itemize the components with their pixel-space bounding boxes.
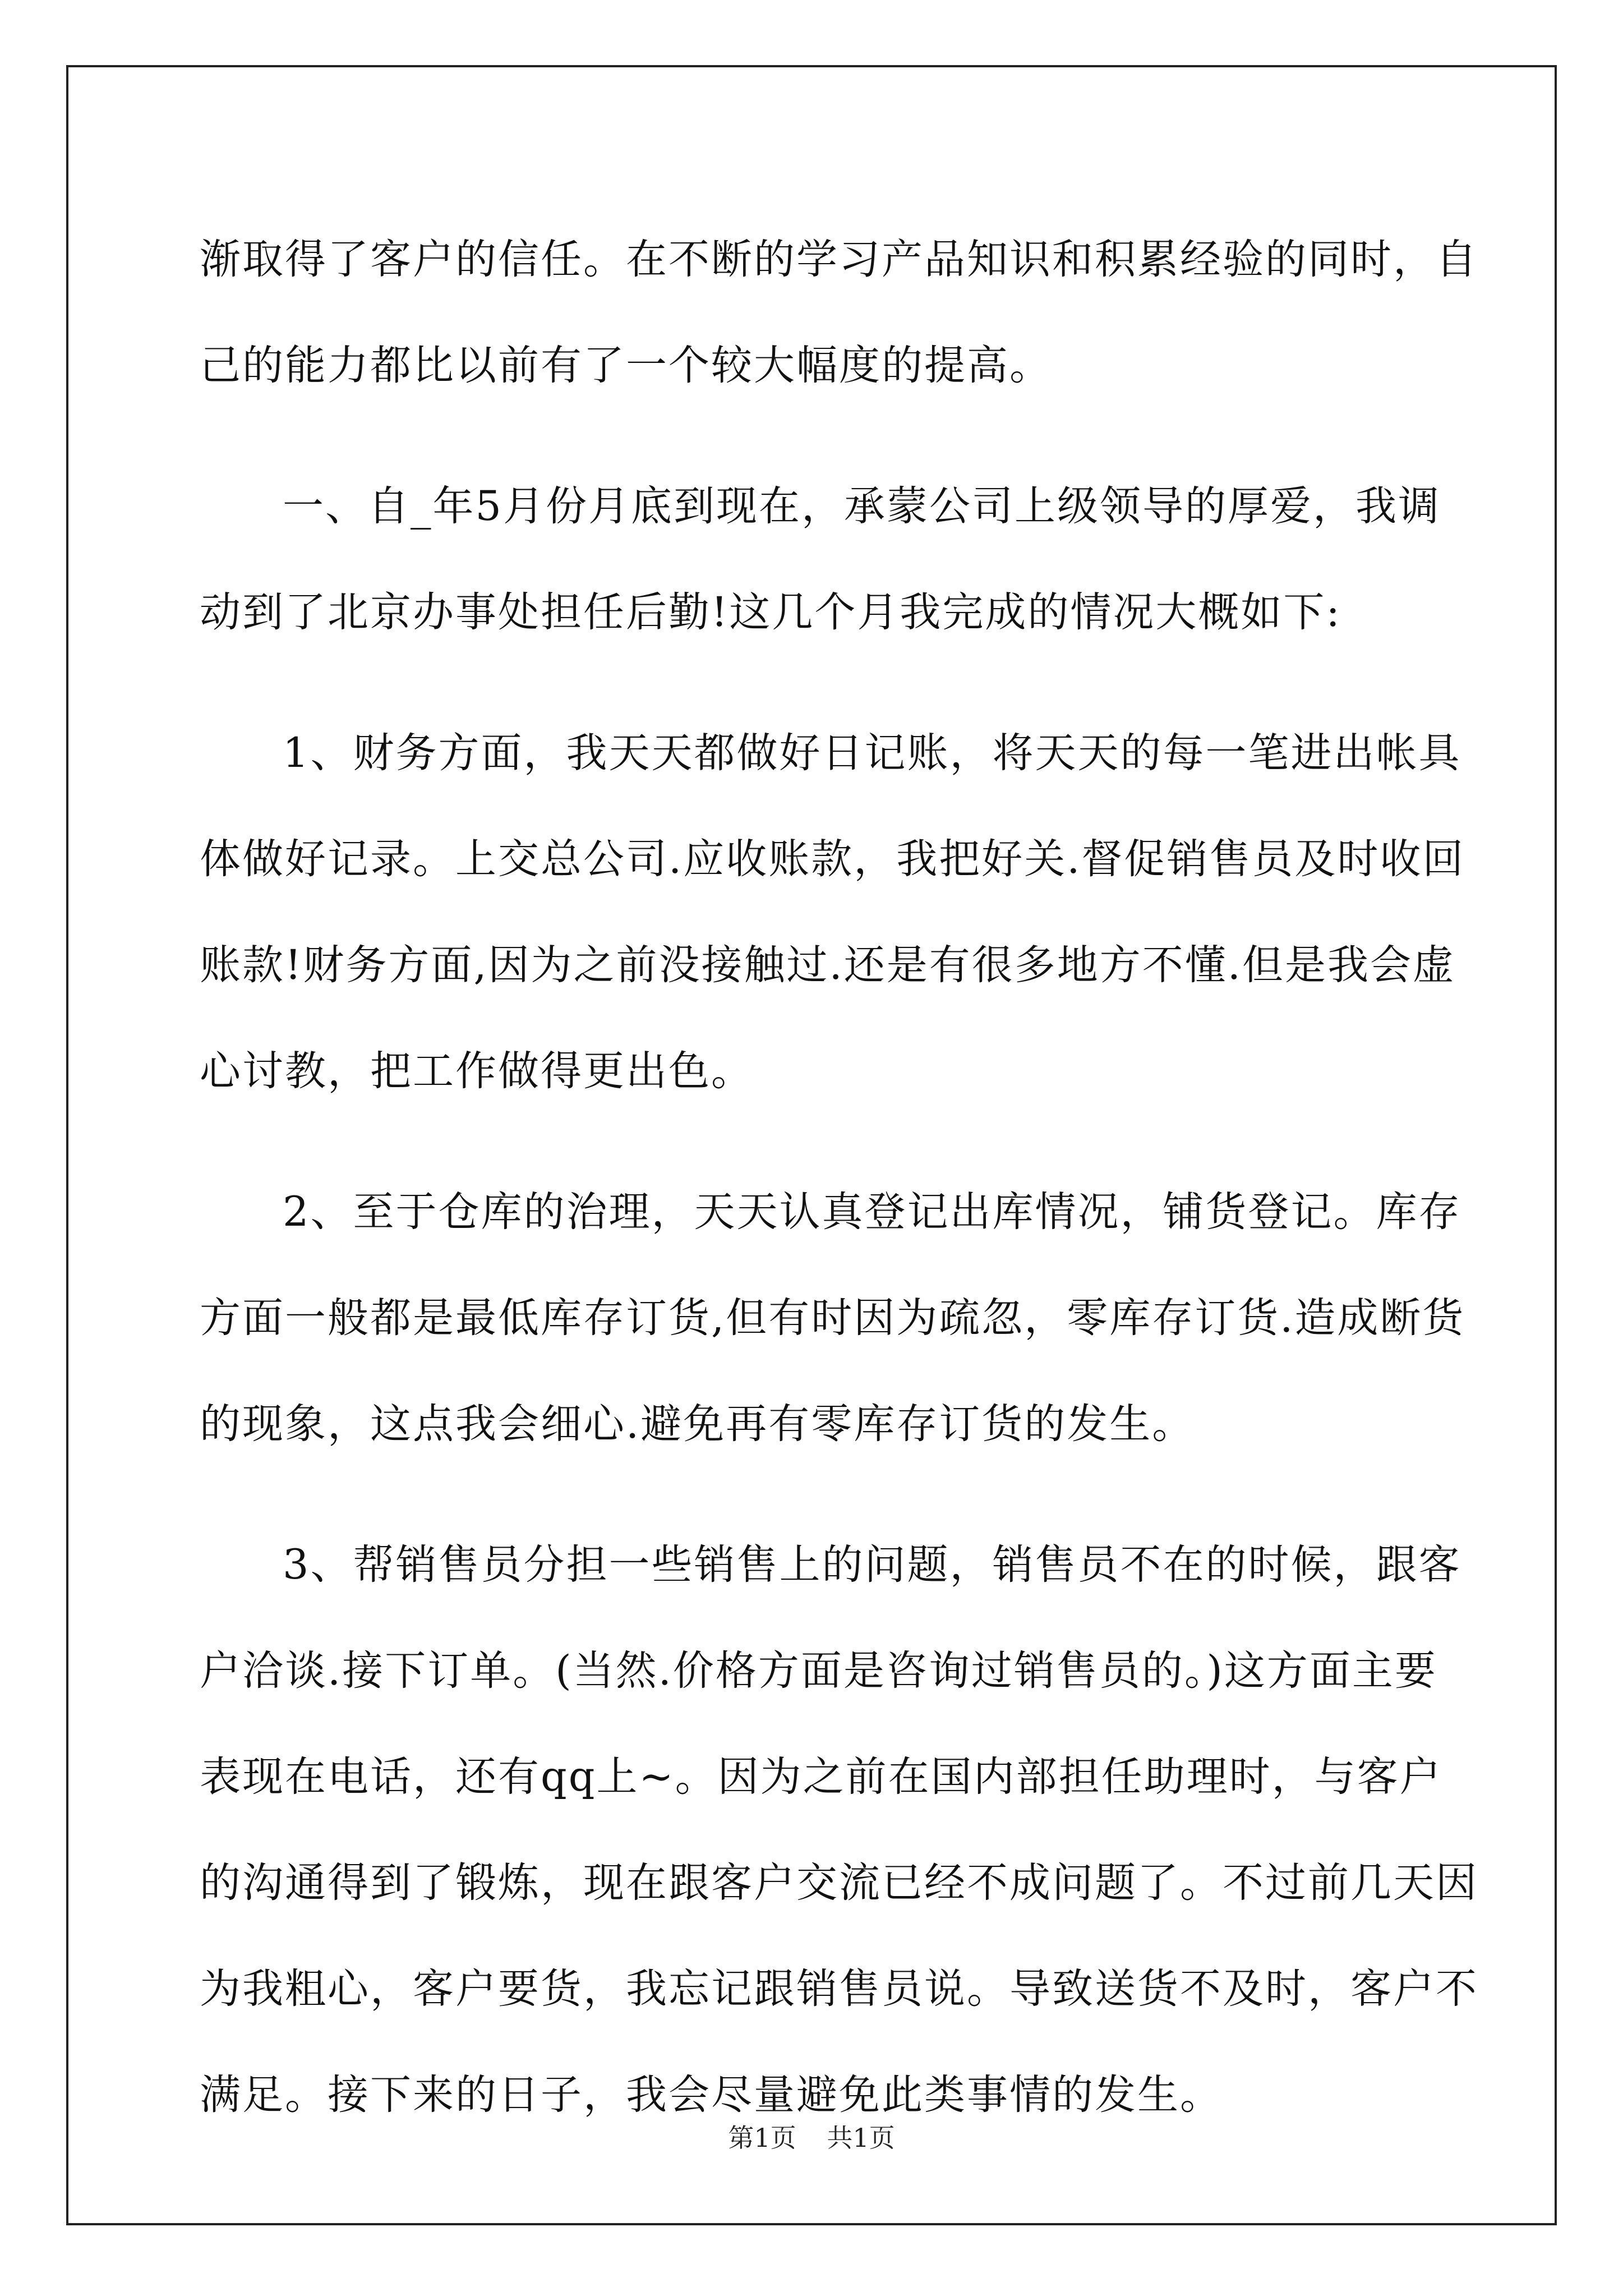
paragraph-continuation: 渐取得了客户的信任。在不断的学习产品知识和积累经验的同时，自己的能力都比以前有了一个较大幅度的提高。	[200, 236, 1478, 389]
paragraph-item-warehouse: 2、至于仓库的治理，天天认真登记出库情况，铺货登记。库存方面一般都是最低库存订货,但有时因为疏忽，零库存订货.造成断货的现象，这点我会细心.避免再有零库存订货的发生。	[200, 1188, 1465, 1448]
document-body	[200, 206, 1478, 2183]
paragraph-item-finance: 1、财务方面，我天天都做好日记账，将天天的每一笔进出帐具体做好记录。上交总公司.应收账款，我把好关.督促销售员及时收回账款!财务方面,因为之前没接触过.还是有很多地方不懂.但是我会虚心讨教，把工作做得更出色。	[200, 729, 1465, 1095]
page-total: 共1页	[827, 2123, 895, 2153]
page-number: 第1页	[728, 2123, 796, 2153]
paragraph-item-sales: 3、帮销售员分担一些销售上的问题，销售员不在的时候，跟客户洽谈.接下订单。(当然.价格方面是咨询过销售员的。)这方面主要表现在电话，还有qq上~。因为之前在国内部担任助理时，与客户的沟通得到了锻炼，现在跟客户交流已经不成问题了。不过前几天因为我粗心，客户要货，我忘记跟销售员说。导致送货不及时，客户不满足。接下来的日子，我会尽量避免此类事情的发生。	[200, 1541, 1478, 2119]
paragraph-section-one: 一、自_年5月份月底到现在，承蒙公司上级领导的厚爱，我调动到了北京办事处担任后勤!这几个月我完成的情况大概如下:	[200, 482, 1441, 636]
page-footer	[0, 2118, 1623, 2155]
